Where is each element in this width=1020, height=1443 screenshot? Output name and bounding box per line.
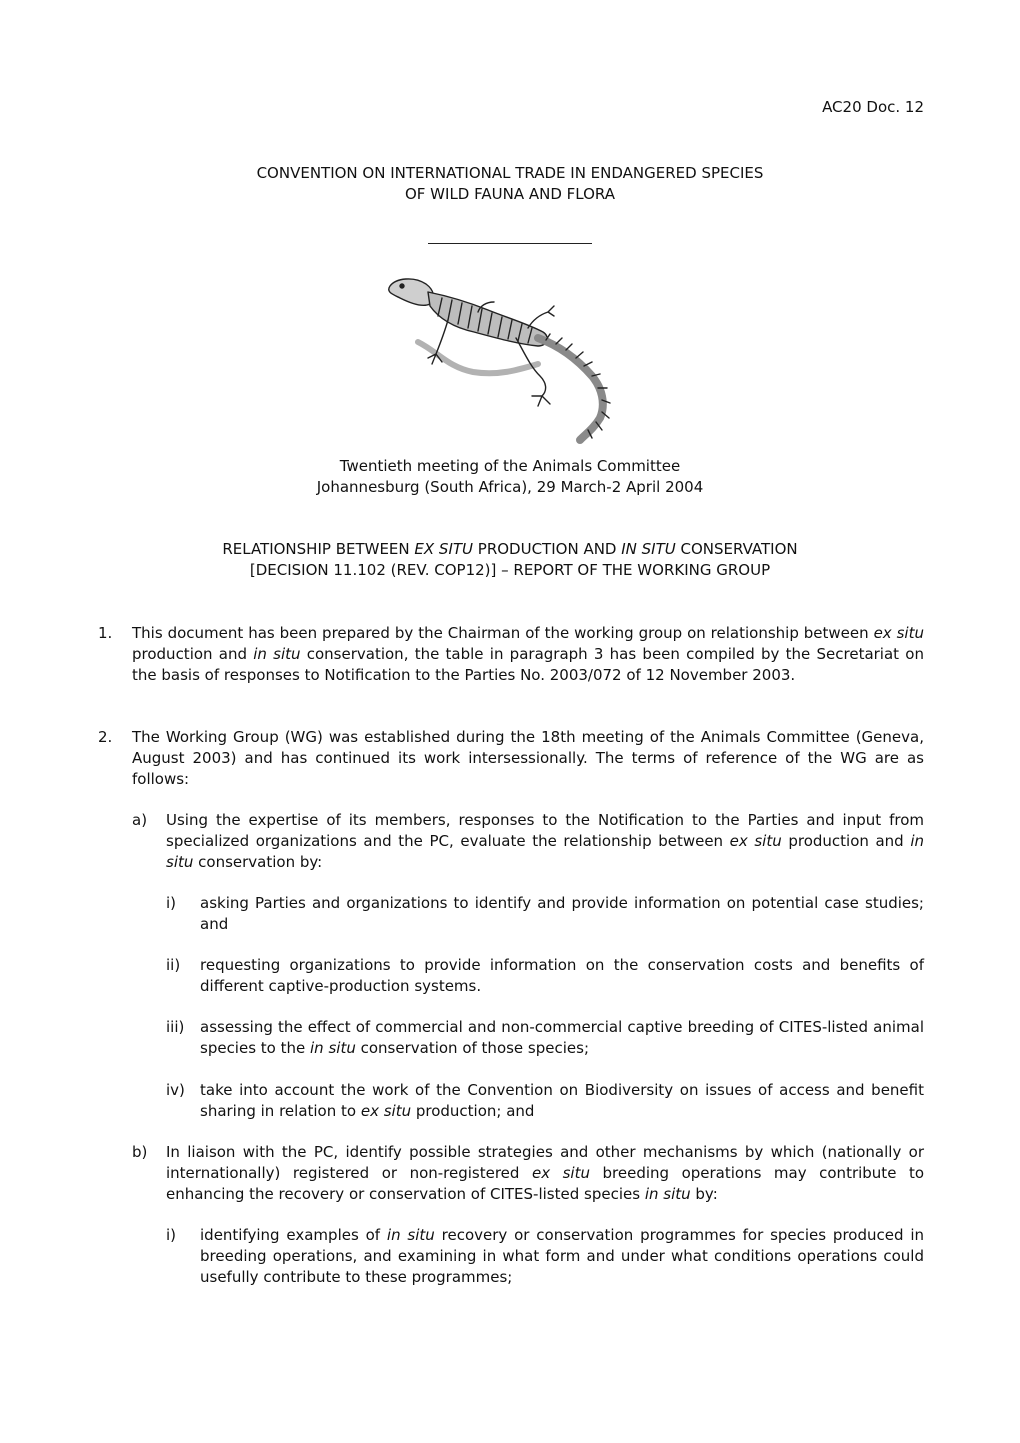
subparagraph-label: b) xyxy=(132,1143,148,1161)
item-a-ii: requesting organizations to provide information on the conservation costs and benefits of different captive-production systems. xyxy=(200,956,924,995)
text-run: In liaison with the PC, identify possible strategies and other mechanisms by which (nationally or internationally) registered or non-registered xyxy=(166,1143,924,1182)
italic-run: ex situ xyxy=(360,1101,412,1120)
paragraph-1 xyxy=(132,623,924,685)
document-title xyxy=(96,539,924,581)
title-text: RELATIONSHIP BETWEEN xyxy=(222,540,415,558)
item-label: iii) xyxy=(166,1018,185,1036)
convention-line-1: CONVENTION ON INTERNATIONAL TRADE IN ENDANGERED SPECIES xyxy=(256,164,764,182)
text-run: production and xyxy=(132,644,254,663)
text-run: breeding operations may contribute to enhancing the recovery or conservation of CITES-listed species xyxy=(166,1163,925,1203)
paragraph-2: The Working Group (WG) was established during the 18th meeting of the Animals Committee (Geneva, August 2003) and has continued its work intersessionally. The terms of reference of the WG are as follows: xyxy=(132,728,924,788)
italic-run: in situ xyxy=(386,1226,435,1244)
text-run: identifying examples of xyxy=(200,1226,387,1244)
italic-run: in situ xyxy=(166,831,924,871)
title-text: PRODUCTION AND xyxy=(473,540,622,558)
paragraph-number: 1. xyxy=(98,624,113,642)
item-label: ii) xyxy=(166,956,181,974)
text-run: by: xyxy=(690,1184,718,1203)
subparagraph-a xyxy=(166,810,924,872)
convention-line-2: OF WILD FAUNA AND FLORA xyxy=(404,185,615,203)
item-a-i: asking Parties and organizations to identify and provide information on potential case studies; and xyxy=(200,894,924,933)
item-label: i) xyxy=(166,894,177,912)
lizard-emblem-icon xyxy=(378,272,642,448)
text-run: conservation of those species; xyxy=(355,1038,590,1057)
item-b-i xyxy=(200,1225,924,1287)
italic-run: ex situ xyxy=(729,831,782,850)
item-a-iii xyxy=(200,1017,924,1059)
title-line-2: [DECISION 11.102 (REV. COP12)] – REPORT OF THE WORKING GROUP xyxy=(249,561,771,579)
convention-heading xyxy=(96,163,924,205)
paragraph-number: 2. xyxy=(98,728,113,746)
text-run: conservation by: xyxy=(193,852,323,871)
italic-run: in situ xyxy=(644,1184,691,1203)
text-run: This document has been prepared by the Chairman of the working group on relationship between xyxy=(132,624,874,642)
italic-run: ex situ xyxy=(531,1163,590,1182)
italic-run: in situ xyxy=(253,644,301,663)
item-label: i) xyxy=(166,1226,177,1244)
meeting-line-2: Johannesburg (South Africa), 29 March-2 April 2004 xyxy=(316,478,704,496)
meeting-line-1: Twentieth meeting of the Animals Committee xyxy=(339,457,681,475)
title-text: CONSERVATION xyxy=(675,540,798,558)
italic-run: in situ xyxy=(310,1038,356,1057)
italic-run: ex situ xyxy=(873,624,924,642)
text-run: take into account the work of the Convention on Biodiversity on issues of access and benefit sharing in relation to xyxy=(200,1081,924,1120)
subparagraph-label: a) xyxy=(132,811,148,829)
meeting-info xyxy=(96,456,924,498)
heading-divider xyxy=(428,243,592,244)
document-reference: AC20 Doc. 12 xyxy=(822,98,924,116)
item-a-iv xyxy=(200,1080,924,1122)
subparagraph-b xyxy=(166,1142,924,1204)
text-run: assessing the effect of commercial and non-commercial captive breeding of CITES-listed animal species to the xyxy=(200,1018,924,1057)
text-run: conservation, the table in paragraph 3 has been compiled by the Secretariat on the basis of responses to Notification to the Parties No. 2003/072 of 12 November 2003. xyxy=(132,644,924,684)
title-line-1 xyxy=(96,539,924,560)
text-run: Using the expertise of its members, responses to the Notification to the Parties and input from specialized organizations and the PC, evaluate the relationship between xyxy=(166,811,924,850)
text-run: recovery or conservation programmes for species produced in breeding operations, and examining in what form and under what conditions operations could usefully contribute to these programmes; xyxy=(200,1226,925,1286)
item-label: iv) xyxy=(166,1081,185,1099)
text-run: production and xyxy=(781,831,911,850)
title-italic: EX SITU xyxy=(414,540,474,558)
text-run: production; and xyxy=(411,1101,535,1120)
title-italic: IN SITU xyxy=(621,540,676,558)
